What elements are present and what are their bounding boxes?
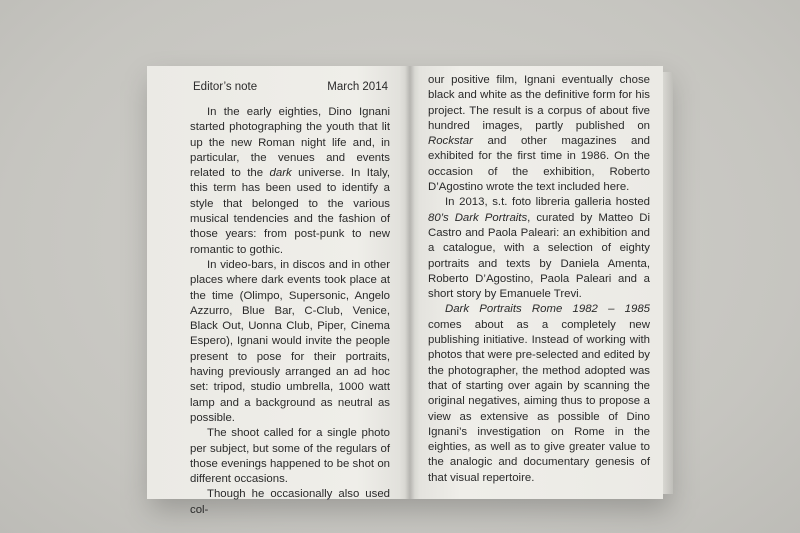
right-page (410, 66, 663, 499)
page-stack-edge (663, 72, 673, 494)
paragraph: The shoot called for a single photo per subject, but some of the regulars of those evenings happened to be shot on different occasions. (190, 427, 390, 486)
paragraph: Though he occasionally also used col- (190, 488, 390, 516)
right-body-text (428, 73, 650, 486)
italic-title: Rockstar (428, 135, 473, 148)
paragraph: In video-bars, in discos and in other places where dark events took place at the time (Olimpo, Supersonic, Angelo Azzurro, Blue Bar, C-Club, Venice, Black Out, Uonna Club, Piper, Cinema Espero), Ignani would invite the people present to pose for their portraits, having previously arranged an ad hoc set: tripod, studio umbrella, 1000 watt lamp and a background as neutral as possible. (190, 258, 390, 424)
italic-title: Dark Portraits Rome 1982 – 1985 (445, 303, 650, 316)
header-title: Editor’s note (193, 81, 258, 93)
left-body-text (190, 105, 390, 518)
book-gutter (405, 66, 415, 499)
left-page (147, 66, 410, 516)
page-header (193, 81, 388, 93)
paragraph: In 2013, s.t. foto libreria galleria hosted 80’s Dark Portraits, curated by Matteo Di Castro and Paola Paleari: an exhibition and a catalogue, with a selection of eighty portraits and texts by Daniela Amenta, Roberto D’Agostino, Paola Paleari and a short story by Emanuele Trevi. (428, 196, 650, 301)
italic-title: dark (269, 167, 292, 180)
continued-paragraph: our positive film, Ignani eventually chose black and white as the definitive form for his project. The result is a corpus of about five hundred images, partly published on Rockstar and other magazines and exhibited for the first time in 1986. On the occasion of the exhibition, Roberto D’Agostino wrote the text included here. (428, 74, 650, 194)
italic-title: 80’s Dark Portraits (428, 211, 528, 224)
paragraph: Dark Portraits Rome 1982 – 1985 comes about as a completely new publishing initiative. Instead of working with photos that were pre-selected and edited by the photographer, the method adopted was that of starting over again by scanning the original negatives, aiming thus to propose a view as extensive as possible of Dino Ignani’s investigation on Rome in the eighties, as well as to give greater value to the analogic and documentary genesis of that visual repertoire. (428, 303, 650, 484)
paragraph: In the early eighties, Dino Ignani started photographing the youth that lit up the new Roman night life and, in particular, the venues and events related to the dark universe. In Italy, this term has been used to identify a style that belonged to the various musical tendencies and the fashion of those years: from post-punk to new romantic to gothic. (190, 106, 390, 256)
header-date: March 2014 (327, 81, 388, 93)
